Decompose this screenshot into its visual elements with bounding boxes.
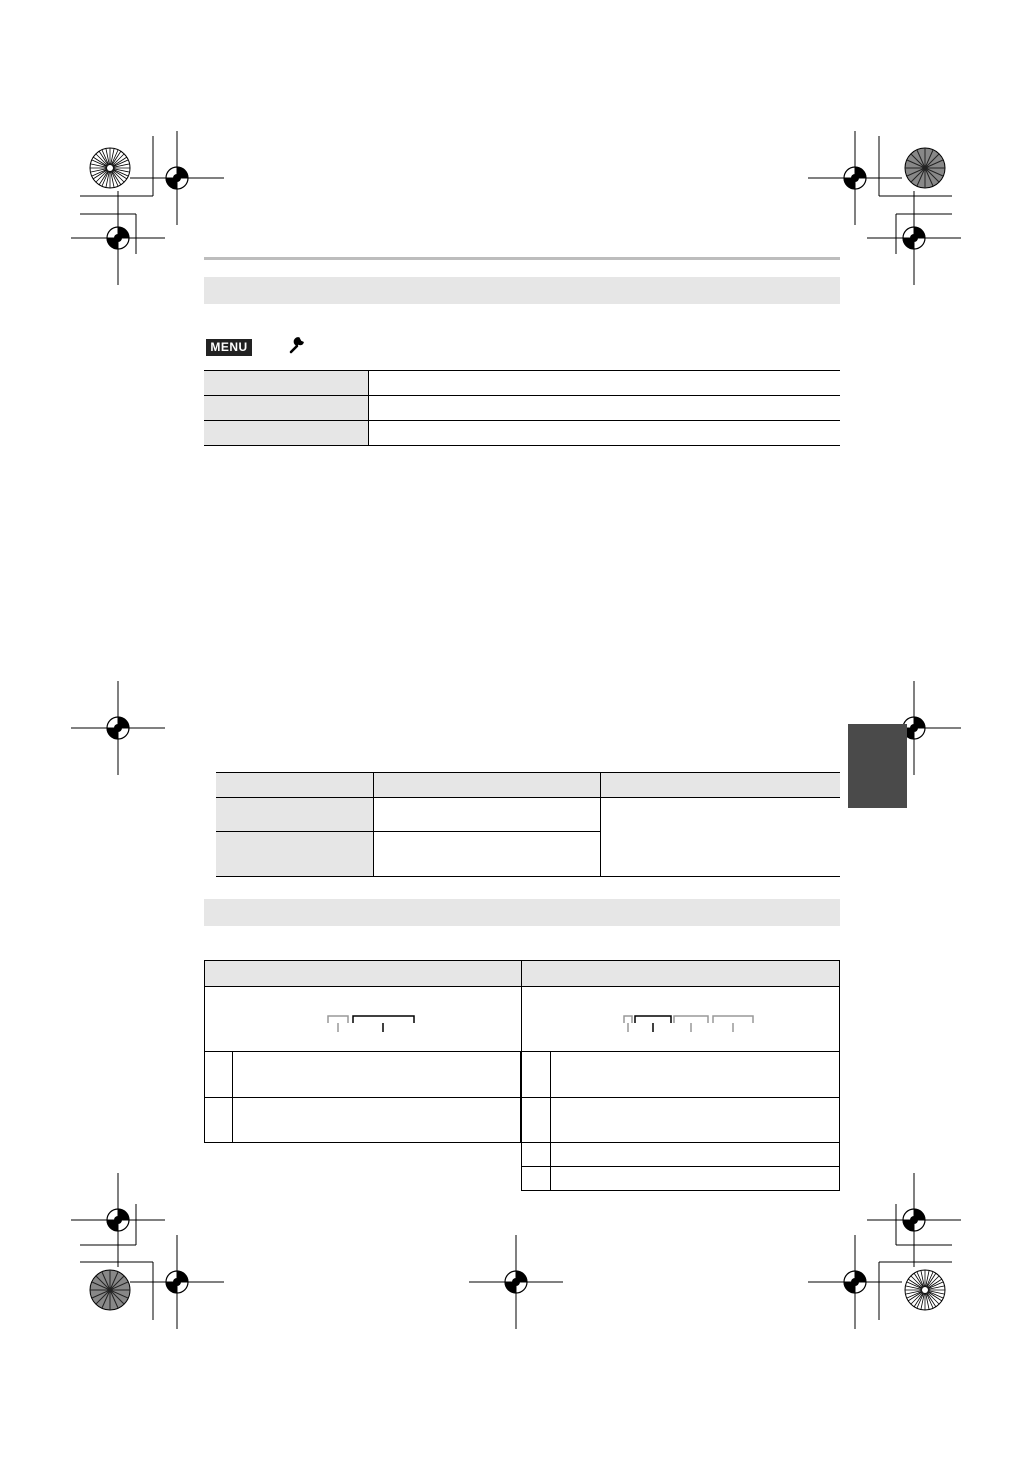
section-heading-band [204, 899, 840, 926]
legend-text [551, 1098, 840, 1143]
column-header [522, 961, 840, 987]
table-header-row [216, 773, 840, 798]
legend-text [551, 1143, 840, 1167]
table-row [216, 798, 840, 832]
table-row [205, 1098, 521, 1143]
filename-structure-diagram-right [618, 1010, 758, 1040]
legend-text [551, 1167, 840, 1191]
table-row [204, 371, 840, 396]
compatibility-table [216, 772, 840, 877]
column-header [216, 773, 374, 798]
table-row [522, 1052, 840, 1098]
table-row [522, 1143, 840, 1167]
legend-marker [522, 1167, 551, 1191]
table-row [204, 396, 840, 421]
legend-text [233, 1052, 521, 1098]
legend-table-right [521, 1051, 840, 1191]
setting-label [204, 396, 369, 421]
chapter-side-tab [848, 724, 907, 808]
menu-button-icon: MENU [206, 339, 252, 356]
table-cell [374, 798, 601, 832]
legend-marker [522, 1143, 551, 1167]
table-cell [601, 798, 841, 877]
column-header [374, 773, 601, 798]
setting-description [369, 421, 841, 446]
header-rule [204, 257, 840, 260]
settings-table [204, 370, 840, 446]
table-row [204, 421, 840, 446]
legend-marker [522, 1052, 551, 1098]
setting-label [204, 421, 369, 446]
legend-marker [522, 1098, 551, 1143]
filename-structure-diagram-left [320, 1010, 430, 1040]
legend-table-left [204, 1051, 521, 1143]
legend-marker [205, 1052, 233, 1098]
setting-label [204, 371, 369, 396]
legend-text [233, 1098, 521, 1143]
table-row [205, 1052, 521, 1098]
table-cell [374, 832, 601, 877]
legend-text [551, 1052, 840, 1098]
section-heading-band [204, 277, 840, 304]
table-row [522, 1098, 840, 1143]
setting-description [369, 396, 841, 421]
wrench-icon [288, 336, 306, 354]
column-header [601, 773, 841, 798]
table-header-row [205, 961, 840, 987]
row-label [216, 798, 374, 832]
row-label [216, 832, 374, 877]
setting-description [369, 371, 841, 396]
table-row [522, 1167, 840, 1191]
legend-marker [205, 1098, 233, 1143]
column-header [205, 961, 522, 987]
